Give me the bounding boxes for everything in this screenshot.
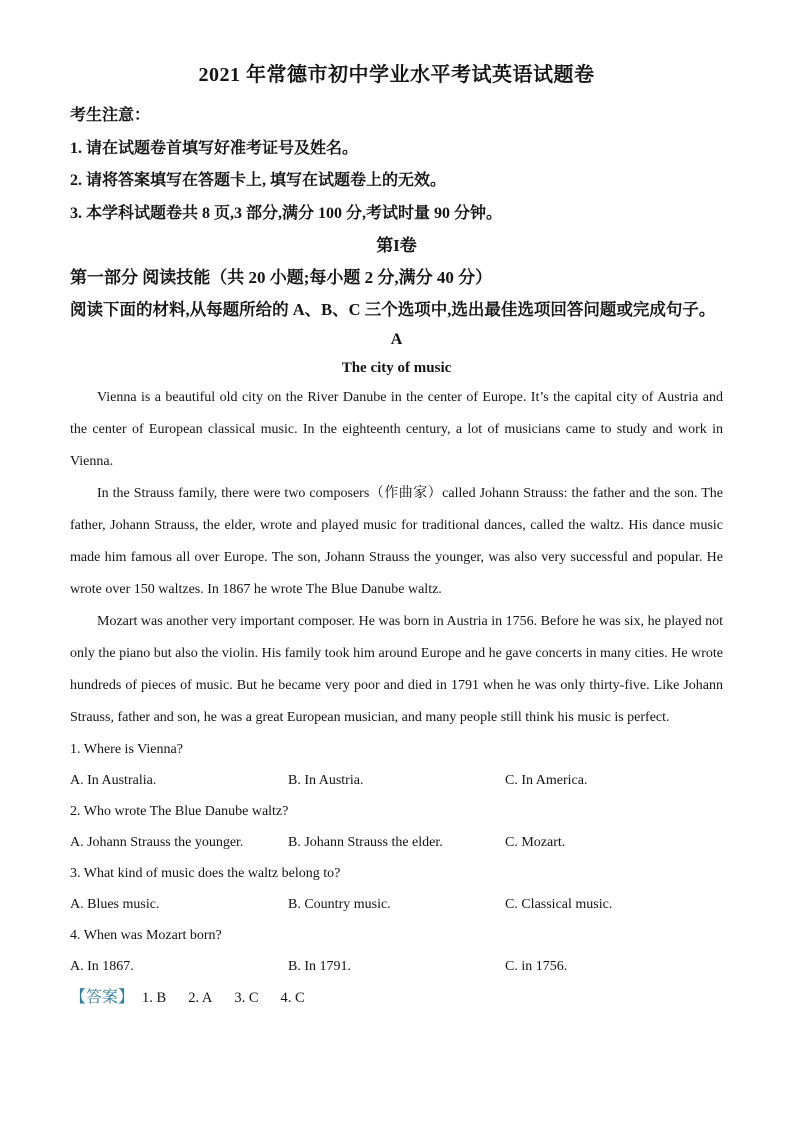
part-heading: 第一部分 阅读技能（共 20 小题;每小题 2 分,满分 40 分） bbox=[70, 268, 493, 287]
notice-heading: 考生注意： bbox=[70, 107, 151, 124]
reading-instructions: 阅读下面的材料,从每题所给的 A、B、C 三个选项中,选出最佳选项回答问题或完成句子。 bbox=[70, 300, 716, 319]
option-a: A. In 1867. bbox=[70, 959, 134, 974]
question-stem: 3. What kind of music does the waltz belong to? bbox=[70, 866, 341, 881]
question-options bbox=[70, 951, 723, 982]
option-a: A. Johann Strauss the younger. bbox=[70, 835, 244, 850]
answer-value-1: 1. B bbox=[142, 990, 167, 1006]
question-options bbox=[70, 765, 723, 796]
question-2 bbox=[70, 796, 723, 858]
question-stem: 1. Where is Vienna? bbox=[70, 742, 183, 757]
volume-heading: 第I卷 bbox=[376, 236, 417, 255]
passage-body bbox=[70, 382, 723, 734]
question-4 bbox=[70, 920, 723, 982]
page-title: 2021 年常德市初中学业水平考试英语试题卷 bbox=[198, 64, 595, 86]
answer-value-4: 4. C bbox=[280, 990, 305, 1006]
option-c: C. Mozart. bbox=[505, 835, 566, 850]
answer-value-2: 2. A bbox=[188, 990, 213, 1006]
passage-section-label: A bbox=[390, 331, 403, 348]
option-c: C. in 1756. bbox=[505, 959, 568, 974]
notice-item-1: 1. 请在试题卷首填写好准考证号及姓名。 bbox=[70, 139, 359, 157]
question-3 bbox=[70, 858, 723, 920]
option-a: A. In Australia. bbox=[70, 773, 157, 788]
answer-row bbox=[70, 982, 723, 1014]
option-c: C. In America. bbox=[505, 773, 588, 788]
option-b: B. Country music. bbox=[288, 897, 391, 912]
notice-section bbox=[70, 100, 723, 230]
question-stem: 4. When was Mozart born? bbox=[70, 928, 222, 943]
question-1 bbox=[70, 734, 723, 796]
question-options bbox=[70, 827, 723, 858]
option-b: B. Johann Strauss the elder. bbox=[288, 835, 443, 850]
option-a: A. Blues music. bbox=[70, 897, 160, 912]
answer-label: 【答案】 bbox=[70, 989, 135, 1006]
passage-paragraph-3: Mozart was another very important composer. He was born in Austria in 1756. Before he was six, he played not only the piano but also the violin. His family took him around Europe and he gave concerts in many cities. He wrote hundreds of pieces of music. But he became very poor and died in 1791 when he was only thirty-five. Like Johann Strauss, father and son, he was a great European musician, and many people still think his music is perfect. bbox=[70, 614, 723, 725]
answer-value-3: 3. C bbox=[234, 990, 259, 1006]
question-stem: 2. Who wrote The Blue Danube waltz? bbox=[70, 804, 289, 819]
notice-item-3: 3. 本学科试题卷共 8 页,3 部分,满分 100 分,考试时量 90 分钟。 bbox=[70, 204, 503, 222]
option-c: C. Classical music. bbox=[505, 897, 613, 912]
option-b: B. In Austria. bbox=[288, 773, 364, 788]
passage-paragraph-1: Vienna is a beautiful old city on the River Danube in the center of Europe. It’s the capital city of Austria and the center of European classical music. In the eighteenth century, a lot of musicians came to study and work in Vienna. bbox=[70, 390, 723, 469]
option-b: B. In 1791. bbox=[288, 959, 351, 974]
question-options bbox=[70, 889, 723, 920]
passage-paragraph-2: In the Strauss family, there were two composers（作曲家）called Johann Strauss: the father and the son. The father, Johann Strauss, the elder, wrote and played music for traditional dances, called the waltz. His dance music made him famous all over Europe. The son, Johann Strauss the younger, was also very successful and popular. He wrote over 150 waltzes. In 1867 he wrote The Blue Danube waltz. bbox=[70, 486, 723, 597]
passage-title: The city of music bbox=[341, 360, 452, 376]
notice-item-2: 2. 请将答案填写在答题卡上, 填写在试题卷上的无效。 bbox=[70, 172, 447, 189]
